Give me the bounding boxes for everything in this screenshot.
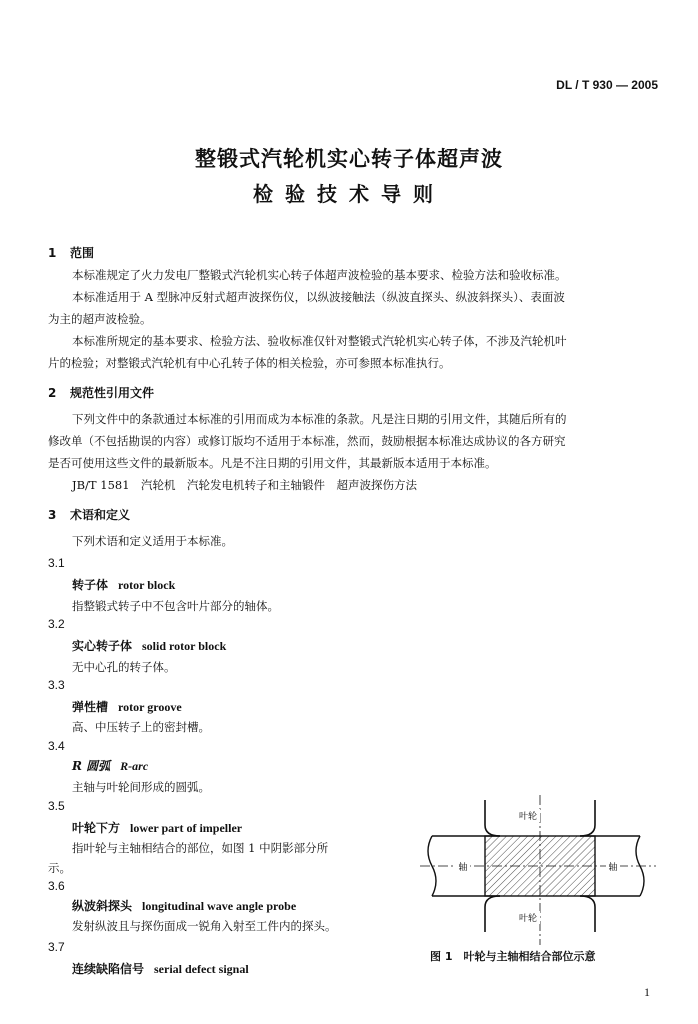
paragraph: 下列文件中的条款通过本标准的引用而成为本标准的条款。凡是注日期的引用文件，其随后所有的 (72, 412, 567, 426)
section-title: 范围 (70, 246, 95, 260)
term-definition: 无中心孔的转子体。 (72, 660, 176, 674)
term-en: longitudinal wave angle probe (142, 899, 297, 913)
term-entry (72, 637, 226, 654)
term-definition: 主轴与叶轮间形成的圆弧。 (72, 780, 210, 794)
section-title: 术语和定义 (70, 508, 131, 522)
term-en: R-arc (120, 759, 149, 773)
term-cn: 实心转子体 (72, 639, 133, 653)
r-arc-bottom-left (485, 896, 500, 932)
clause-number: 3.5 (48, 799, 65, 813)
page-subtitle: 检验技术导则 (253, 182, 445, 206)
section-number: 3 (48, 508, 57, 522)
term-definition: 指叶轮与主轴相结合的部位，如图 1 中阴影部分所 (72, 841, 329, 855)
term-en: serial defect signal (154, 962, 249, 976)
clause-number: 3.4 (48, 739, 65, 753)
label-impeller-top: 叶轮 (518, 812, 538, 822)
figure-1-diagram (420, 795, 656, 945)
section-2-heading (48, 384, 154, 401)
normative-reference: JB/T 1581 汽轮机 汽轮发电机转子和主轴锻件 超声波探伤方法 (72, 478, 418, 492)
section-3-heading (48, 506, 130, 523)
paragraph: 本标准规定了火力发电厂整锻式汽轮机实心转子体超声波检验的基本要求、检验方法和验收标准。 (72, 268, 567, 282)
term-en: solid rotor block (142, 639, 227, 653)
term-cn: R 圆弧 (72, 759, 111, 773)
clause-number: 3.6 (48, 879, 65, 893)
r-arc-top-right (580, 800, 595, 836)
term-entry (72, 819, 242, 836)
term-en: rotor block (118, 578, 176, 592)
term-entry (72, 698, 182, 715)
term-cn: 连续缺陷信号 (72, 962, 145, 976)
paragraph: 片的检验；对整锻式汽轮机有中心孔转子体的相关检验，亦可参照本标准执行。 (48, 356, 451, 370)
clause-number: 3.1 (48, 556, 65, 570)
clause-number: 3.3 (48, 678, 65, 692)
term-en: rotor groove (118, 700, 182, 714)
clause-number: 3.7 (48, 940, 65, 954)
label-shaft-right: 轴 (608, 863, 618, 873)
paragraph: 是否可使用这些文件的最新版本。凡是不注日期的引用文件，其最新版本适用于本标准。 (48, 456, 497, 470)
term-entry (72, 757, 148, 774)
term-cn: 纵波斜探头 (72, 899, 133, 913)
figure-1-caption: 图 1 叶轮与主轴相结合部位示意 (430, 950, 596, 963)
paragraph: 本标准所规定的基本要求、检验方法、验收标准仅针对整锻式汽轮机实心转子体，不涉及汽轮机叶 (72, 334, 567, 348)
page-title: 整锻式汽轮机实心转子体超声波 (195, 147, 503, 171)
page-number: 1 (644, 985, 650, 999)
term-definition: 指整锻式转子中不包含叶片部分的轴体。 (72, 599, 279, 613)
section-number: 1 (48, 246, 57, 260)
clause-number: 3.2 (48, 617, 65, 631)
label-impeller-bottom: 叶轮 (518, 914, 538, 924)
term-definition: 高、中压转子上的密封槽。 (72, 720, 210, 734)
section-1-heading (48, 244, 94, 261)
section-title: 规范性引用文件 (70, 386, 155, 400)
paragraph: 本标准适用于 A 型脉冲反射式超声波探伤仪，以纵波接触法（纵波直探头、纵波斜探头）、表面波 (72, 290, 565, 304)
term-definition: 发射纵波且与探伤面成一锐角入射至工件内的探头。 (72, 919, 337, 933)
term-en: lower part of impeller (130, 821, 243, 835)
paragraph: 修改单（不包括勘误的内容）或修订版均不适用于本标准，然而，鼓励根据本标准达成协议的各方研究 (48, 434, 566, 448)
term-entry (72, 897, 296, 914)
term-entry (72, 576, 175, 593)
term-cn: 叶轮下方 (72, 821, 121, 835)
section-number: 2 (48, 386, 57, 400)
standard-code: DL / T 930 — 2005 (556, 78, 658, 92)
r-arc-bottom-right (580, 896, 595, 932)
paragraph: 为主的超声波检验。 (48, 312, 152, 326)
label-shaft-left: 轴 (458, 863, 468, 873)
paragraph: 下列术语和定义适用于本标准。 (72, 534, 233, 548)
term-definition-cont: 示。 (48, 861, 71, 875)
term-entry (72, 960, 249, 977)
term-cn: 弹性槽 (72, 700, 109, 714)
r-arc-top-left (485, 800, 500, 836)
term-cn: 转子体 (72, 578, 109, 592)
